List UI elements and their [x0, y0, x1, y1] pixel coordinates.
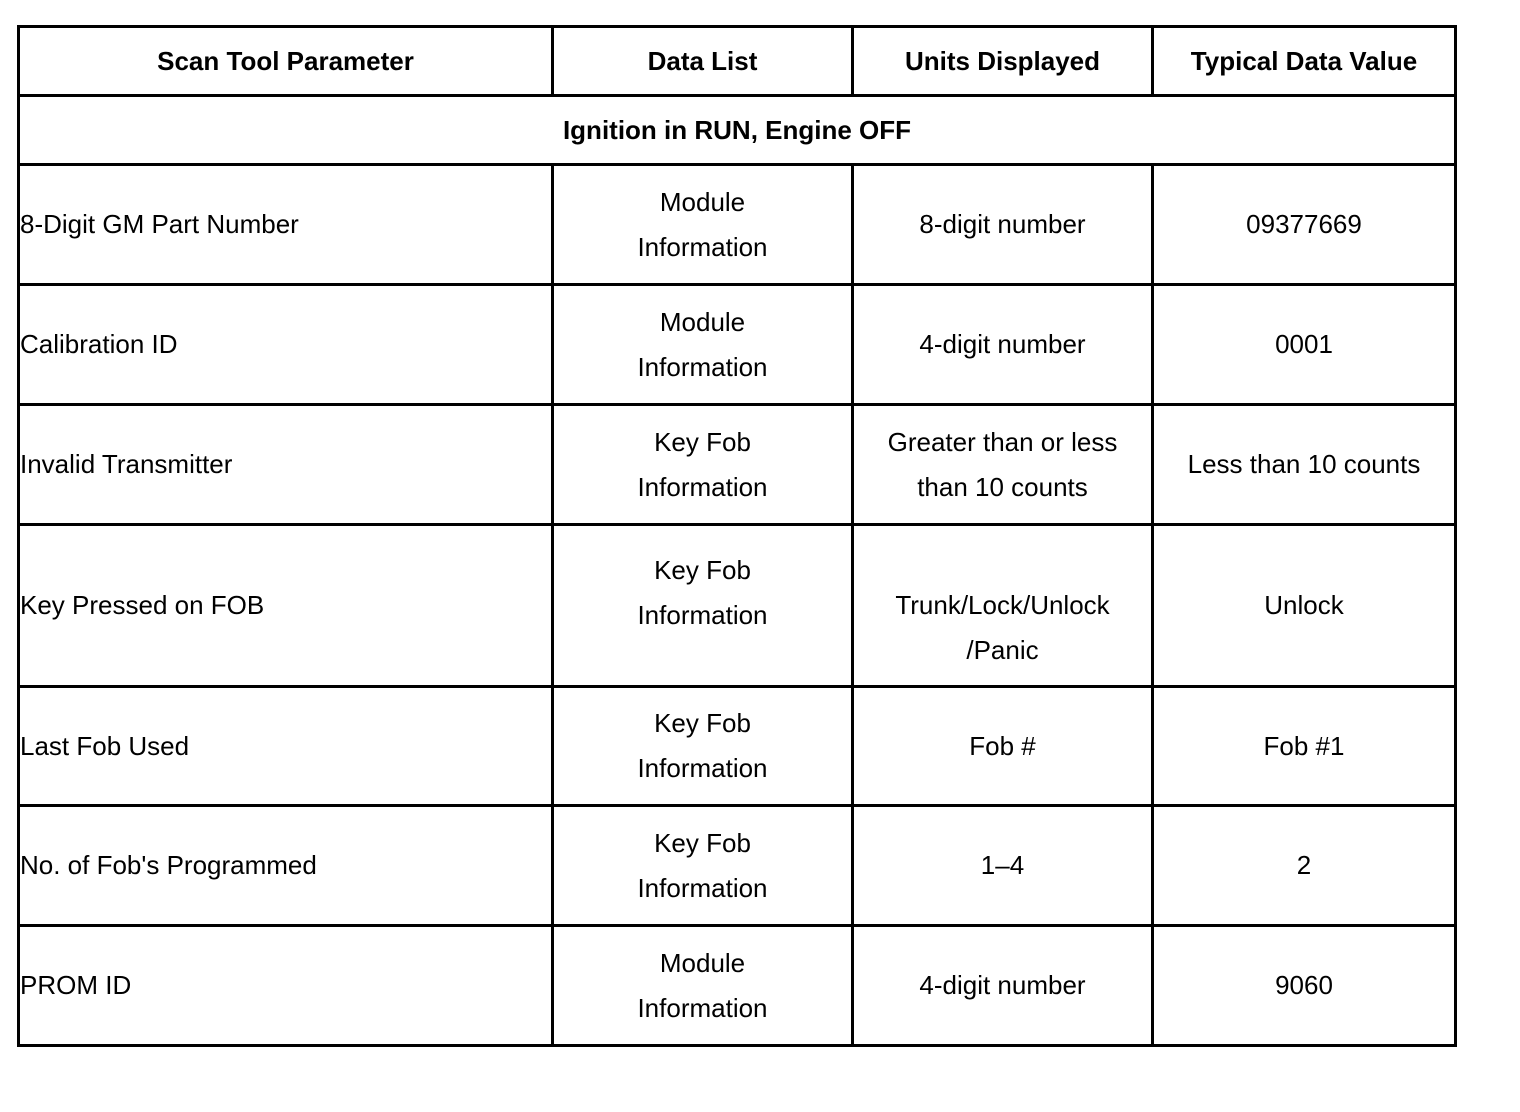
row-data-list	[553, 285, 853, 405]
data-list-line: Information	[637, 872, 768, 903]
units-line: 4-digit number	[919, 329, 1086, 359]
table-row	[19, 687, 1456, 806]
units-line: 8-digit number	[919, 209, 1086, 239]
row-typical-value: Less than 10 counts	[1153, 405, 1456, 525]
units-line: /Panic	[966, 635, 1039, 665]
row-typical-value: Unlock	[1153, 525, 1456, 687]
data-list-line: Module	[659, 947, 746, 978]
units-line: 4-digit number	[919, 970, 1086, 1000]
row-data-list	[553, 165, 853, 285]
row-units	[853, 806, 1153, 926]
data-list-line: Key Fob	[654, 708, 751, 738]
row-data-list	[553, 525, 853, 687]
data-list-line: Module	[659, 306, 746, 337]
section-title: Ignition in RUN, Engine OFF	[19, 96, 1456, 165]
header-typical-data-value: Typical Data Value	[1153, 27, 1456, 96]
row-data-list	[553, 806, 853, 926]
row-param: 8-Digit GM Part Number	[19, 165, 553, 285]
data-list-line: Information	[637, 753, 768, 783]
table-row	[19, 806, 1456, 926]
row-units	[853, 525, 1153, 687]
row-param: PROM ID	[19, 926, 553, 1046]
row-param: Last Fob Used	[19, 687, 553, 806]
data-list-line: Information	[637, 351, 768, 382]
data-list-line: Key Fob	[654, 426, 751, 457]
units-line: Greater than or less	[887, 426, 1118, 457]
row-typical-value: 0001	[1153, 285, 1456, 405]
units-line: than 10 counts	[917, 471, 1088, 502]
section-row	[19, 96, 1456, 165]
header-data-list: Data List	[553, 27, 853, 96]
row-units	[853, 405, 1153, 525]
table-row	[19, 525, 1456, 687]
row-data-list	[553, 687, 853, 806]
scan-tool-data-table	[17, 25, 1457, 1047]
row-data-list	[553, 926, 853, 1046]
row-param: No. of Fob's Programmed	[19, 806, 553, 926]
row-units	[853, 687, 1153, 806]
data-list-line: Key Fob	[654, 827, 751, 858]
data-list-line: Information	[637, 992, 768, 1023]
units-line: 1–4	[980, 850, 1025, 880]
row-units	[853, 926, 1153, 1046]
table-row	[19, 285, 1456, 405]
header-units-displayed: Units Displayed	[853, 27, 1153, 96]
table-row	[19, 165, 1456, 285]
table-row	[19, 926, 1456, 1046]
header-row	[19, 27, 1456, 96]
data-list-line: Information	[637, 600, 768, 630]
row-data-list	[553, 405, 853, 525]
units-line: Trunk/Lock/Unlock	[895, 590, 1110, 620]
row-typical-value: 9060	[1153, 926, 1456, 1046]
row-units	[853, 285, 1153, 405]
header-scan-tool-parameter: Scan Tool Parameter	[19, 27, 553, 96]
table-row	[19, 405, 1456, 525]
row-units	[853, 165, 1153, 285]
data-list-line: Module	[659, 186, 746, 217]
row-param: Invalid Transmitter	[19, 405, 553, 525]
row-param: Key Pressed on FOB	[19, 525, 553, 687]
data-list-line: Information	[637, 231, 768, 262]
row-typical-value: Fob #1	[1153, 687, 1456, 806]
row-typical-value: 09377669	[1153, 165, 1456, 285]
data-list-line: Information	[637, 471, 768, 502]
data-list-line: Key Fob	[654, 555, 751, 585]
row-param: Calibration ID	[19, 285, 553, 405]
row-typical-value: 2	[1153, 806, 1456, 926]
units-line: Fob #	[969, 730, 1036, 761]
